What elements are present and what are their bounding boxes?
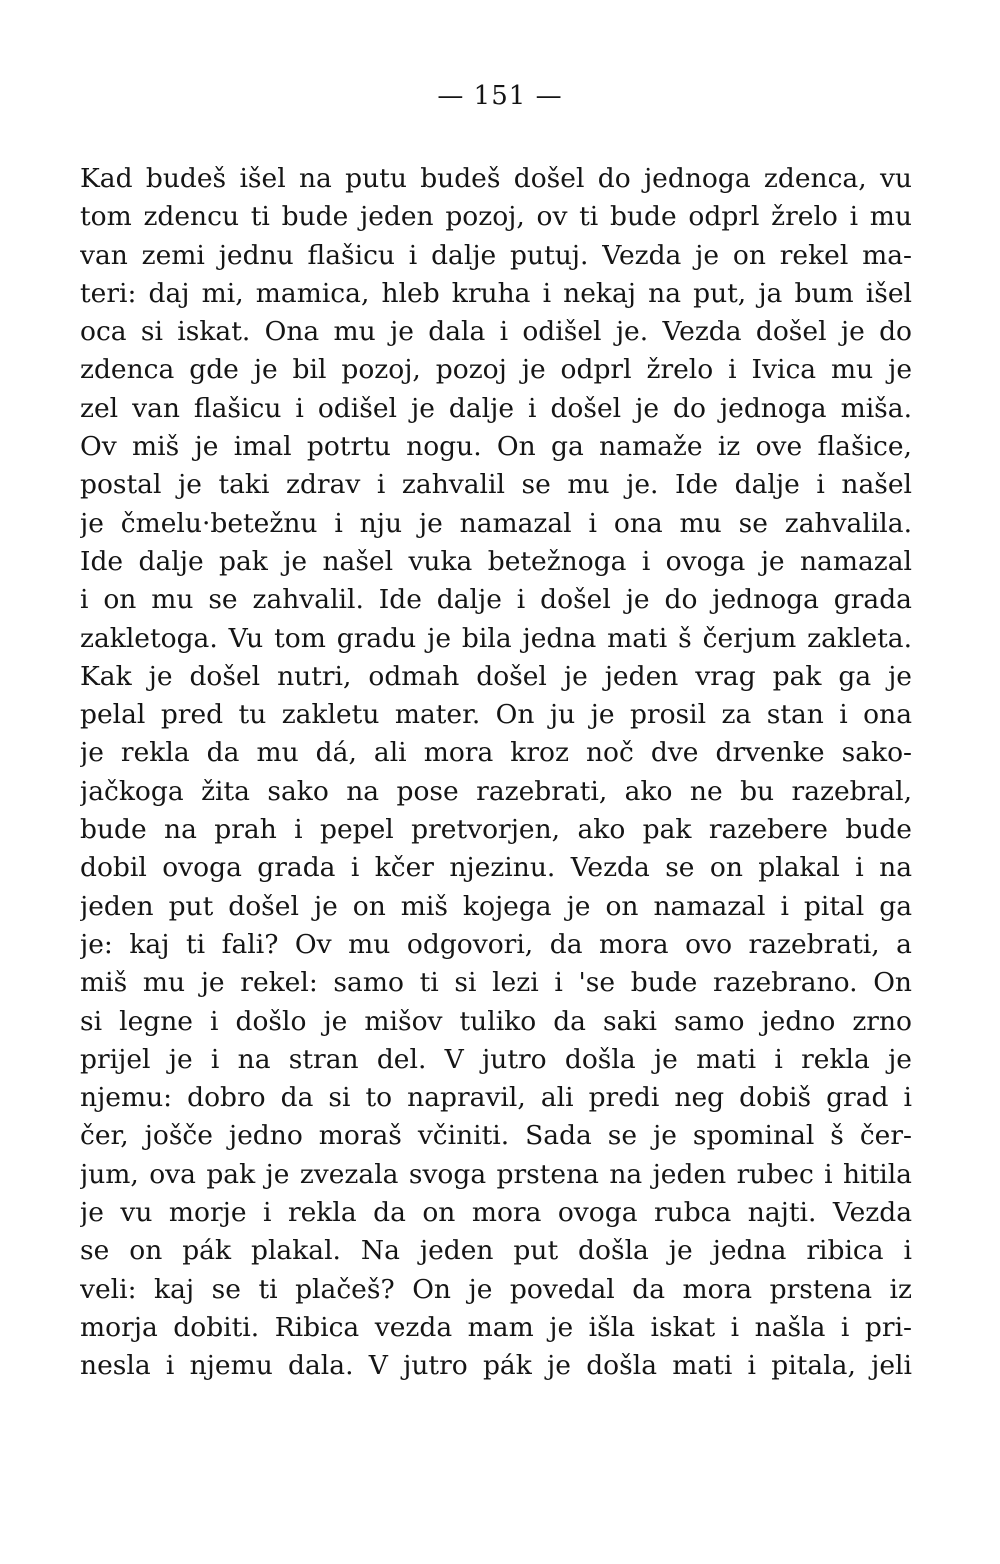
text-line: čer, jošče jedno moraš včiniti. Sada se je spominal š čer- xyxy=(80,1120,912,1152)
text-line: zdenca gde je bil pozoj, pozoj je odprl žrelo i Ivica mu je xyxy=(80,354,912,386)
text-line: morja dobiti. Ribica vezda mam je išla iskat i našla i pri- xyxy=(80,1311,912,1343)
text-line: je vu morje i rekla da on mora ovoga rubca najti. Vezda xyxy=(80,1197,912,1229)
text-line: oca si iskat. Ona mu je dala i odišel je. Vezda došel je do xyxy=(80,316,912,348)
text-line: nesla i njemu dala. V jutro pák je došla mati i pitala, jeli xyxy=(80,1350,912,1382)
text-line: bude na prah i pepel pretvorjen, ako pak razebere bude xyxy=(80,814,912,846)
body-text xyxy=(80,160,912,1386)
text-line: se on pák plakal. Na jeden put došla je jedna ribica i xyxy=(80,1235,912,1267)
text-line: pelal pred tu zakletu mater. On ju je prosil za stan i ona xyxy=(80,699,912,731)
text-line: jeden put došel je on miš kojega je on namazal i pital ga xyxy=(80,890,912,922)
text-line: postal je taki zdrav i zahvalil se mu je. Ide dalje i našel xyxy=(80,469,912,501)
text-line: Ov miš je imal potrtu nogu. On ga namaže iz ove flašice, xyxy=(80,431,912,463)
text-line: zel van flašicu i odišel je dalje i došel je do jednoga miša. xyxy=(80,392,912,424)
text-line: njemu: dobro da si to napravil, ali predi neg dobiš grad i xyxy=(80,1082,912,1114)
text-line: je čmelu·betežnu i nju je namazal i ona mu se zahvalila. xyxy=(80,507,912,539)
text-line: prijel je i na stran del. V jutro došla je mati i rekla je xyxy=(80,1043,912,1075)
text-line: Kad budeš išel na putu budeš došel do jednoga zdenca, vu xyxy=(80,163,912,194)
text-line: van zemi jednu flašicu i dalje putuj. Vezda je on rekel ma- xyxy=(80,239,912,271)
text-line: si legne i došlo je mišov tuliko da saki samo jedno zrno xyxy=(80,1005,912,1037)
text-line: veli: kaj se ti plačeš? On je povedal da mora prstena iz xyxy=(80,1273,912,1305)
text-line: jačkoga žita sako na pose razebrati, ako ne bu razebral, xyxy=(80,775,912,807)
text-line: je rekla da mu dá, ali mora kroz noč dve drvenke sako- xyxy=(80,737,912,769)
text-line: dobil ovoga grada i kčer njezinu. Vezda se on plakal i na xyxy=(80,852,912,884)
text-line: tom zdencu ti bude jeden pozoj, ov ti bude odprl žrelo i mu xyxy=(80,201,912,233)
text-line: je: kaj ti fali? Ov mu odgovori, da mora ovo razebrati, a xyxy=(80,928,912,960)
text-line: miš mu je rekel: samo ti si lezi i 'se bude razebrano. On xyxy=(80,967,912,999)
page-number: — 151 — xyxy=(437,81,563,111)
text-line: zakletoga. Vu tom gradu je bila jedna mati š čerjum zakleta. xyxy=(80,622,912,654)
text-line: jum, ova pak je zvezala svoga prstena na jeden rubec i hitila xyxy=(80,1158,912,1190)
text-line: teri: daj mi, mamica, hleb kruha i nekaj na put, ja bum išel xyxy=(80,277,912,309)
text-line: Ide dalje pak je našel vuka betežnoga i ovoga je namazal xyxy=(80,545,912,577)
text-line: Kak je došel nutri, odmah došel je jeden vrag pak ga je xyxy=(80,660,912,692)
text-line: i on mu se zahvalil. Ide dalje i došel je do jednoga grada xyxy=(80,584,912,616)
